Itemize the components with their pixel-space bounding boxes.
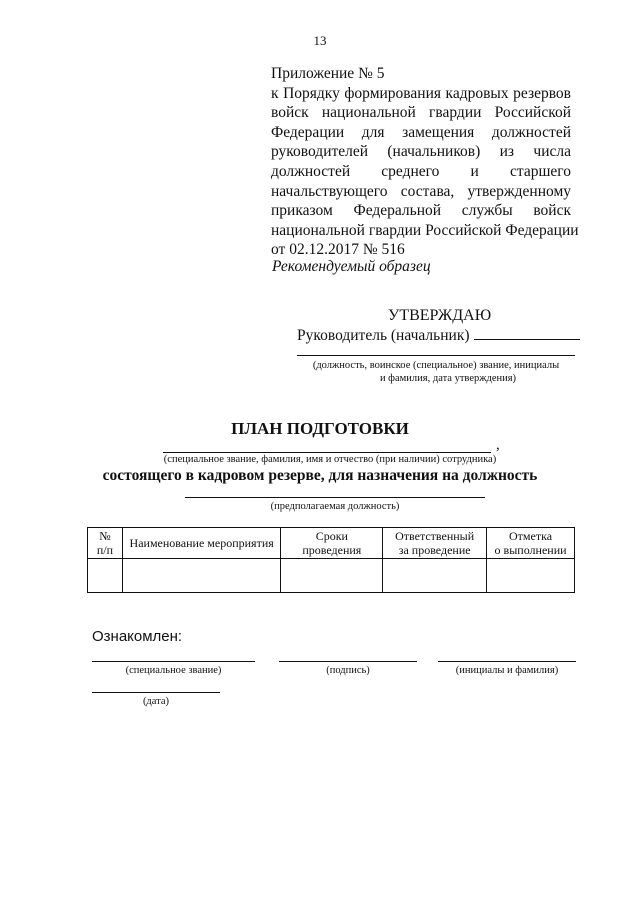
person-comma: , bbox=[496, 437, 500, 453]
appendix-line: должностей среднего и старшего bbox=[271, 162, 571, 180]
date-caption: (дата) bbox=[142, 696, 170, 707]
name-caption: (инициалы и фамилия) bbox=[455, 665, 559, 676]
header-terms: Сроки проведения bbox=[281, 528, 383, 559]
approval-rule bbox=[297, 355, 575, 356]
table-cell[interactable] bbox=[88, 559, 123, 593]
appendix-line: национальной гвардии Российской Федерации bbox=[271, 221, 579, 239]
date-rule[interactable] bbox=[92, 692, 220, 693]
appendix-block bbox=[271, 64, 579, 260]
appendix-line: от 02.12.2017 № 516 bbox=[271, 241, 405, 259]
plan-subtitle: состоящего в кадровом резерве, для назначения на должность bbox=[102, 467, 538, 484]
appendix-line: руководителей (начальников) из числа bbox=[271, 143, 571, 161]
approval-title: УТВЕРЖДАЮ bbox=[388, 307, 492, 324]
signature-rule[interactable] bbox=[279, 661, 417, 662]
table-cell[interactable] bbox=[487, 559, 575, 593]
appendix-line: Приложение № 5 bbox=[271, 65, 385, 82]
familiarized-label: Ознакомлен: bbox=[92, 628, 183, 645]
approval-head-label: Руководитель (начальник) bbox=[297, 327, 470, 344]
appendix-line: приказом Федеральной службы войск bbox=[271, 202, 571, 220]
appendix-line: войск национальной гвардии Российской bbox=[271, 104, 571, 122]
approval-head bbox=[297, 325, 580, 345]
approval-caption-line: (должность, воинское (специальное) звание, инициалы bbox=[312, 360, 560, 371]
header-number: № п/п bbox=[88, 528, 123, 559]
header-completion-mark: Отметка о выполнении bbox=[487, 528, 575, 559]
table-cell[interactable] bbox=[281, 559, 383, 593]
position-rule bbox=[185, 497, 485, 498]
table-header-row bbox=[88, 528, 575, 559]
appendix-line: начальствующего состава, утвержденному bbox=[271, 182, 571, 200]
table-cell[interactable] bbox=[122, 559, 281, 593]
plan-table bbox=[87, 527, 575, 593]
table-cell[interactable] bbox=[383, 559, 487, 593]
name-rule[interactable] bbox=[438, 661, 576, 662]
plan-title: ПЛАН ПОДГОТОВКИ bbox=[231, 419, 409, 438]
header-event-name: Наименование мероприятия bbox=[122, 528, 281, 559]
header-responsible: Ответственный за проведение bbox=[383, 528, 487, 559]
signature-caption: (подпись) bbox=[326, 665, 370, 676]
rank-caption: (специальное звание) bbox=[125, 665, 222, 676]
appendix-line: Федерации для замещения должностей bbox=[271, 123, 571, 141]
sample-label: Рекомендуемый образец bbox=[272, 258, 431, 275]
rank-rule[interactable] bbox=[92, 661, 255, 662]
position-caption: (предполагаемая должность) bbox=[270, 501, 400, 512]
appendix-line: к Порядку формирования кадровых резервов bbox=[271, 84, 571, 102]
approval-signature-field[interactable] bbox=[474, 325, 580, 340]
approval-caption-line: и фамилия, дата утверждения) bbox=[379, 373, 517, 384]
approval-caption bbox=[297, 359, 575, 385]
page-number: 13 bbox=[313, 33, 327, 48]
person-caption: (специальное звание, фамилия, имя и отчество (при наличии) сотрудника) bbox=[163, 454, 497, 465]
table-row bbox=[88, 559, 575, 593]
